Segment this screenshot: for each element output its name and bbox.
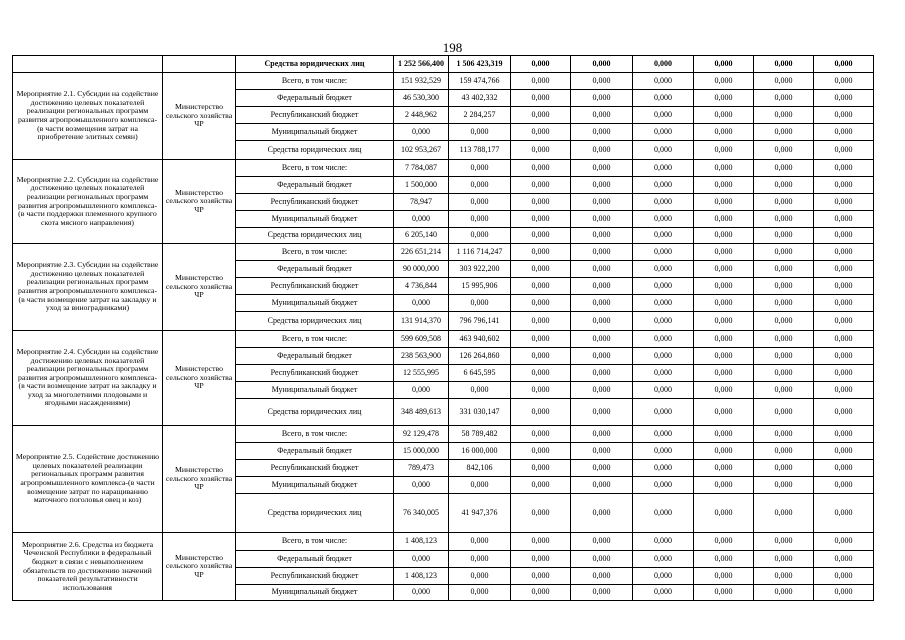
value-cell: 0,000 — [571, 73, 633, 90]
source-label: Муниципальный бюджет — [236, 477, 394, 494]
value-cell: 0,000 — [754, 426, 814, 443]
value-cell: 0,000 — [814, 460, 874, 477]
source-label: Республиканский бюджет — [236, 568, 394, 585]
source-label: Всего, в том числе: — [236, 160, 394, 177]
value-cell: 789,473 — [394, 460, 449, 477]
value-cell: 0,000 — [571, 477, 633, 494]
value-cell: 0,000 — [814, 244, 874, 261]
value-cell: 0,000 — [394, 585, 449, 601]
value-cell: 92 129,478 — [394, 426, 449, 443]
value-cell: 0,000 — [694, 494, 754, 533]
value-cell: 0,000 — [511, 244, 571, 261]
value-cell: 0,000 — [694, 278, 754, 295]
value-cell: 0,000 — [694, 295, 754, 312]
value-cell: 0,000 — [449, 124, 511, 141]
value-cell: 0,000 — [571, 331, 633, 348]
value-cell: 0,000 — [571, 494, 633, 533]
value-cell: 0,000 — [394, 551, 449, 568]
value-cell: 0,000 — [814, 177, 874, 194]
value-cell: 0,000 — [633, 295, 694, 312]
value-cell: 113 788,177 — [449, 141, 511, 160]
value-cell: 0,000 — [754, 365, 814, 382]
value-cell: 0,000 — [754, 90, 814, 107]
value-cell: 0,000 — [754, 73, 814, 90]
value-cell: 1 408,123 — [394, 533, 449, 551]
value-cell: 2 448,962 — [394, 107, 449, 124]
value-cell: 0,000 — [449, 568, 511, 585]
value-cell: 0,000 — [394, 382, 449, 399]
value-cell: 90 000,000 — [394, 261, 449, 278]
value-cell: 0,000 — [633, 107, 694, 124]
value-cell: 0,000 — [814, 426, 874, 443]
executor-cell: Министерство сельского хозяйства ЧР — [163, 533, 236, 601]
value-cell: 0,000 — [694, 365, 754, 382]
value-cell: 226 651,214 — [394, 244, 449, 261]
value-cell: 0,000 — [633, 331, 694, 348]
value-cell: 0,000 — [754, 124, 814, 141]
value-cell: 1 252 566,400 — [394, 56, 449, 73]
value-cell: 0,000 — [694, 399, 754, 426]
value-cell: 0,000 — [511, 382, 571, 399]
value-cell: 15 000,000 — [394, 443, 449, 460]
value-cell: 0,000 — [694, 477, 754, 494]
value-cell: 0,000 — [633, 124, 694, 141]
value-cell: 0,000 — [633, 211, 694, 228]
value-cell: 0,000 — [694, 244, 754, 261]
value-cell: 331 030,147 — [449, 399, 511, 426]
value-cell: 0,000 — [754, 477, 814, 494]
value-cell: 0,000 — [694, 312, 754, 331]
value-cell: 0,000 — [511, 228, 571, 244]
value-cell: 0,000 — [694, 533, 754, 551]
value-cell: 0,000 — [814, 312, 874, 331]
value-cell: 0,000 — [571, 426, 633, 443]
value-cell: 0,000 — [571, 160, 633, 177]
value-cell: 0,000 — [571, 551, 633, 568]
value-cell: 0,000 — [694, 177, 754, 194]
value-cell: 0,000 — [754, 443, 814, 460]
value-cell: 0,000 — [633, 585, 694, 601]
value-cell: 58 789,482 — [449, 426, 511, 443]
value-cell: 0,000 — [511, 73, 571, 90]
value-cell: 159 474,766 — [449, 73, 511, 90]
value-cell: 0,000 — [633, 443, 694, 460]
value-cell: 0,000 — [814, 585, 874, 601]
value-cell: 0,000 — [694, 585, 754, 601]
value-cell: 0,000 — [694, 107, 754, 124]
value-cell: 0,000 — [633, 244, 694, 261]
value-cell: 0,000 — [814, 331, 874, 348]
value-cell: 0,000 — [633, 551, 694, 568]
table-body — [13, 56, 874, 601]
value-cell: 0,000 — [511, 460, 571, 477]
value-cell: 0,000 — [511, 426, 571, 443]
value-cell: 0,000 — [633, 348, 694, 365]
value-cell: 0,000 — [814, 56, 874, 73]
source-label: Муниципальный бюджет — [236, 211, 394, 228]
value-cell: 0,000 — [511, 494, 571, 533]
funding-table — [12, 55, 874, 601]
value-cell: 0,000 — [449, 160, 511, 177]
value-cell: 0,000 — [814, 533, 874, 551]
value-cell: 0,000 — [754, 211, 814, 228]
value-cell: 0,000 — [694, 331, 754, 348]
source-label: Республиканский бюджет — [236, 365, 394, 382]
value-cell: 0,000 — [571, 244, 633, 261]
value-cell: 0,000 — [754, 56, 814, 73]
value-cell: 0,000 — [754, 177, 814, 194]
source-label: Республиканский бюджет — [236, 460, 394, 477]
value-cell: 0,000 — [511, 533, 571, 551]
value-cell: 0,000 — [754, 460, 814, 477]
value-cell: 0,000 — [633, 73, 694, 90]
value-cell: 0,000 — [449, 585, 511, 601]
value-cell: 16 000,000 — [449, 443, 511, 460]
value-cell: 303 922,200 — [449, 261, 511, 278]
source-label: Средства юридических лиц — [236, 312, 394, 331]
value-cell: 0,000 — [814, 443, 874, 460]
value-cell: 15 995,906 — [449, 278, 511, 295]
value-cell: 0,000 — [633, 160, 694, 177]
value-cell: 2 284,257 — [449, 107, 511, 124]
value-cell: 0,000 — [633, 460, 694, 477]
value-cell: 0,000 — [754, 568, 814, 585]
value-cell: 0,000 — [394, 295, 449, 312]
value-cell: 76 340,005 — [394, 494, 449, 533]
executor-cell: Министерство сельского хозяйства ЧР — [163, 331, 236, 426]
value-cell: 0,000 — [571, 348, 633, 365]
event-description: Мероприятие 2.1. Субсидии на содействие достижению целевых показателей реализации региональных программ развития агропромышленного комплекса-(в части возмещения затрат на приобретение элитных семян) — [13, 73, 163, 160]
value-cell: 0,000 — [754, 295, 814, 312]
source-label: Федеральный бюджет — [236, 177, 394, 194]
value-cell: 0,000 — [814, 568, 874, 585]
value-cell: 43 402,332 — [449, 90, 511, 107]
value-cell: 6 645,595 — [449, 365, 511, 382]
source-label: Федеральный бюджет — [236, 261, 394, 278]
source-label: Всего, в том числе: — [236, 73, 394, 90]
value-cell: 0,000 — [571, 194, 633, 211]
source-label: Средства юридических лиц — [236, 141, 394, 160]
value-cell: 12 555,995 — [394, 365, 449, 382]
value-cell: 0,000 — [511, 365, 571, 382]
value-cell: 0,000 — [694, 551, 754, 568]
value-cell: 0,000 — [694, 160, 754, 177]
source-label: Средства юридических лиц — [236, 399, 394, 426]
value-cell: 0,000 — [511, 261, 571, 278]
value-cell: 1 408,123 — [394, 568, 449, 585]
value-cell: 0,000 — [814, 278, 874, 295]
value-cell: 0,000 — [571, 278, 633, 295]
value-cell: 0,000 — [814, 382, 874, 399]
value-cell: 0,000 — [814, 365, 874, 382]
value-cell: 0,000 — [694, 56, 754, 73]
value-cell: 0,000 — [633, 426, 694, 443]
value-cell: 0,000 — [633, 494, 694, 533]
value-cell: 0,000 — [511, 124, 571, 141]
value-cell: 0,000 — [754, 228, 814, 244]
value-cell: 0,000 — [449, 533, 511, 551]
value-cell: 0,000 — [814, 399, 874, 426]
value-cell: 463 940,602 — [449, 331, 511, 348]
value-cell: 0,000 — [511, 568, 571, 585]
event-description: Мероприятие 2.4. Субсидии на содействие достижению целевых показателей реализации региональных программ развития агропромышленного комплекса-(в части возмещение затрат на закладку и уход за многолетними плодовыми и ягодными насаждениями) — [13, 331, 163, 426]
event-description: Мероприятие 2.5. Содействие достижению целевых показателей реализации региональных программ развития агропромышленного комплекса-(в части возмещение затрат по наращиванию маточного поголовья овец и коз) — [13, 426, 163, 533]
source-label: Федеральный бюджет — [236, 551, 394, 568]
source-label: Республиканский бюджет — [236, 194, 394, 211]
value-cell: 0,000 — [754, 382, 814, 399]
source-label: Федеральный бюджет — [236, 348, 394, 365]
source-label: Средства юридических лиц — [236, 228, 394, 244]
value-cell: 0,000 — [571, 124, 633, 141]
value-cell: 0,000 — [814, 261, 874, 278]
executor-cell: Министерство сельского хозяйства ЧР — [163, 160, 236, 244]
value-cell: 0,000 — [754, 107, 814, 124]
source-label: Муниципальный бюджет — [236, 295, 394, 312]
value-cell: 0,000 — [449, 194, 511, 211]
value-cell: 0,000 — [694, 261, 754, 278]
event-description: Мероприятие 2.6. Средства из бюджета Чеченской Республики в федеральный бюджет в связи с невыполнением обязательств по достижению значений показателей результативности использования — [13, 533, 163, 601]
value-cell: 0,000 — [571, 443, 633, 460]
value-cell: 0,000 — [449, 477, 511, 494]
value-cell: 46 530,300 — [394, 90, 449, 107]
value-cell: 0,000 — [633, 568, 694, 585]
value-cell: 0,000 — [511, 278, 571, 295]
value-cell: 0,000 — [511, 477, 571, 494]
value-cell: 0,000 — [571, 107, 633, 124]
value-cell: 0,000 — [694, 382, 754, 399]
value-cell: 0,000 — [394, 211, 449, 228]
value-cell: 0,000 — [754, 278, 814, 295]
table-row — [13, 533, 874, 551]
value-cell: 0,000 — [814, 107, 874, 124]
value-cell: 0,000 — [511, 211, 571, 228]
value-cell: 0,000 — [571, 141, 633, 160]
value-cell: 0,000 — [633, 194, 694, 211]
value-cell: 599 609,508 — [394, 331, 449, 348]
value-cell: 0,000 — [694, 141, 754, 160]
executor-cell: Министерство сельского хозяйства ЧР — [163, 244, 236, 331]
value-cell: 151 932,529 — [394, 73, 449, 90]
value-cell: 0,000 — [694, 443, 754, 460]
value-cell: 0,000 — [694, 228, 754, 244]
value-cell: 0,000 — [571, 177, 633, 194]
value-cell: 0,000 — [449, 211, 511, 228]
value-cell: 0,000 — [449, 228, 511, 244]
value-cell: 0,000 — [571, 90, 633, 107]
source-label: Республиканский бюджет — [236, 107, 394, 124]
value-cell: 0,000 — [754, 160, 814, 177]
table-row — [13, 73, 874, 90]
value-cell: 0,000 — [511, 348, 571, 365]
value-cell: 0,000 — [633, 228, 694, 244]
value-cell: 0,000 — [571, 295, 633, 312]
value-cell: 0,000 — [754, 141, 814, 160]
value-cell: 6 205,140 — [394, 228, 449, 244]
value-cell: 0,000 — [814, 73, 874, 90]
value-cell: 0,000 — [814, 477, 874, 494]
value-cell: 0,000 — [511, 295, 571, 312]
value-cell: 126 264,860 — [449, 348, 511, 365]
value-cell: 0,000 — [511, 399, 571, 426]
value-cell: 0,000 — [633, 365, 694, 382]
source-label: Муниципальный бюджет — [236, 124, 394, 141]
source-label: Всего, в том числе: — [236, 244, 394, 261]
value-cell: 0,000 — [754, 194, 814, 211]
value-cell: 0,000 — [633, 56, 694, 73]
value-cell: 0,000 — [633, 312, 694, 331]
value-cell: 0,000 — [511, 160, 571, 177]
value-cell: 0,000 — [449, 382, 511, 399]
value-cell: 0,000 — [694, 194, 754, 211]
value-cell: 0,000 — [449, 295, 511, 312]
value-cell: 0,000 — [694, 211, 754, 228]
table-row — [13, 244, 874, 261]
value-cell: 0,000 — [754, 312, 814, 331]
value-cell: 0,000 — [633, 141, 694, 160]
empty-cell — [13, 56, 163, 73]
value-cell: 0,000 — [814, 124, 874, 141]
value-cell: 78,947 — [394, 194, 449, 211]
source-label: Муниципальный бюджет — [236, 585, 394, 601]
source-label: Муниципальный бюджет — [236, 382, 394, 399]
value-cell: 0,000 — [511, 551, 571, 568]
value-cell: 0,000 — [511, 177, 571, 194]
value-cell: 0,000 — [814, 141, 874, 160]
value-cell: 0,000 — [571, 382, 633, 399]
value-cell: 0,000 — [571, 228, 633, 244]
value-cell: 0,000 — [633, 278, 694, 295]
value-cell: 0,000 — [633, 261, 694, 278]
value-cell: 0,000 — [633, 399, 694, 426]
event-description: Мероприятие 2.3. Субсидии на содействие достижению целевых показателей реализации региональных программ развития агропромышленного комплекса-(в части возмещение затрат на закладку и уход за виноградниками) — [13, 244, 163, 331]
value-cell: 0,000 — [394, 477, 449, 494]
value-cell: 41 947,376 — [449, 494, 511, 533]
value-cell: 0,000 — [571, 399, 633, 426]
value-cell: 4 736,844 — [394, 278, 449, 295]
value-cell: 0,000 — [814, 194, 874, 211]
value-cell: 0,000 — [511, 141, 571, 160]
value-cell: 0,000 — [694, 348, 754, 365]
value-cell: 0,000 — [694, 124, 754, 141]
empty-cell — [163, 56, 236, 73]
value-cell: 0,000 — [754, 533, 814, 551]
value-cell: 0,000 — [511, 312, 571, 331]
value-cell: 0,000 — [511, 194, 571, 211]
value-cell: 0,000 — [633, 533, 694, 551]
value-cell: 0,000 — [754, 585, 814, 601]
value-cell: 0,000 — [633, 177, 694, 194]
source-label: Федеральный бюджет — [236, 443, 394, 460]
value-cell: 796 796,141 — [449, 312, 511, 331]
source-label: Всего, в том числе: — [236, 426, 394, 443]
event-description: Мероприятие 2.2. Субсидии на содействие достижению целевых показателей реализации региональных программ развития агропромышленного комплекса-(в части поддержки племенного крупного скота мясного направления) — [13, 160, 163, 244]
top-row — [13, 56, 874, 73]
value-cell: 0,000 — [754, 494, 814, 533]
source-label: Средства юридических лиц — [236, 56, 394, 73]
value-cell: 0,000 — [814, 551, 874, 568]
value-cell: 0,000 — [694, 73, 754, 90]
value-cell: 0,000 — [511, 443, 571, 460]
value-cell: 0,000 — [814, 494, 874, 533]
value-cell: 0,000 — [511, 56, 571, 73]
value-cell: 0,000 — [571, 533, 633, 551]
value-cell: 0,000 — [449, 551, 511, 568]
executor-cell: Министерство сельского хозяйства ЧР — [163, 73, 236, 160]
value-cell: 0,000 — [571, 261, 633, 278]
value-cell: 1 506 423,319 — [449, 56, 511, 73]
value-cell: 0,000 — [449, 177, 511, 194]
value-cell: 0,000 — [754, 399, 814, 426]
value-cell: 0,000 — [754, 244, 814, 261]
value-cell: 0,000 — [694, 460, 754, 477]
value-cell: 0,000 — [633, 477, 694, 494]
value-cell: 0,000 — [394, 124, 449, 141]
value-cell: 102 953,267 — [394, 141, 449, 160]
value-cell: 0,000 — [814, 160, 874, 177]
value-cell: 0,000 — [754, 261, 814, 278]
value-cell: 0,000 — [633, 90, 694, 107]
value-cell: 842,106 — [449, 460, 511, 477]
value-cell: 0,000 — [511, 331, 571, 348]
value-cell: 0,000 — [571, 211, 633, 228]
source-label: Федеральный бюджет — [236, 90, 394, 107]
source-label: Средства юридических лиц — [236, 494, 394, 533]
value-cell: 0,000 — [754, 348, 814, 365]
value-cell: 0,000 — [694, 568, 754, 585]
value-cell: 1 116 714,247 — [449, 244, 511, 261]
value-cell: 0,000 — [571, 56, 633, 73]
value-cell: 0,000 — [754, 551, 814, 568]
value-cell: 0,000 — [814, 348, 874, 365]
table-row — [13, 426, 874, 443]
value-cell: 0,000 — [694, 426, 754, 443]
table-row — [13, 331, 874, 348]
value-cell: 131 914,370 — [394, 312, 449, 331]
table-row — [13, 160, 874, 177]
value-cell: 0,000 — [694, 90, 754, 107]
value-cell: 0,000 — [571, 568, 633, 585]
value-cell: 0,000 — [754, 331, 814, 348]
value-cell: 0,000 — [814, 228, 874, 244]
value-cell: 348 489,613 — [394, 399, 449, 426]
value-cell: 0,000 — [511, 107, 571, 124]
value-cell: 0,000 — [814, 295, 874, 312]
value-cell: 0,000 — [511, 585, 571, 601]
value-cell: 238 563,900 — [394, 348, 449, 365]
value-cell: 0,000 — [511, 90, 571, 107]
value-cell: 0,000 — [571, 460, 633, 477]
value-cell: 0,000 — [633, 382, 694, 399]
value-cell: 7 784,087 — [394, 160, 449, 177]
value-cell: 0,000 — [571, 312, 633, 331]
value-cell: 0,000 — [571, 365, 633, 382]
source-label: Всего, в том числе: — [236, 331, 394, 348]
value-cell: 0,000 — [814, 90, 874, 107]
value-cell: 0,000 — [571, 585, 633, 601]
source-label: Всего, в том числе: — [236, 533, 394, 551]
page-number: 198 — [442, 40, 463, 55]
executor-cell: Министерство сельского хозяйства ЧР — [163, 426, 236, 533]
source-label: Республиканский бюджет — [236, 278, 394, 295]
value-cell: 0,000 — [814, 211, 874, 228]
value-cell: 1 500,000 — [394, 177, 449, 194]
